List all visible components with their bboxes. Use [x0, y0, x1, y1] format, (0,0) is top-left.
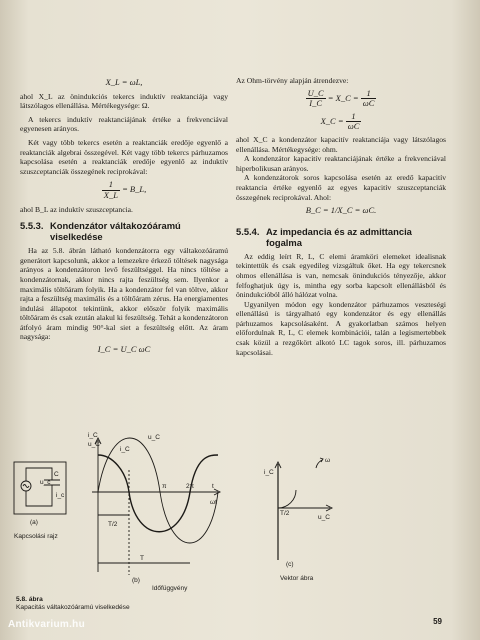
vector-quarter-label: T/2: [280, 510, 290, 517]
paragraph: Ugyanilyen módon egy kondenzátor párhuzamos veszteségi ellenállású is tárgyalható egy kondenzátor és egy ellenállás párhuzamos kapcsolásaként. A gyakorlatban számos helyen előfordulnak R, L, C elemek kombinációi, talán a legismertebbek csak közül a rezgőkört alkotó LC tagok soros, ill. párhuzamos kapcsolásai.: [236, 299, 446, 357]
period-label: T: [140, 555, 144, 562]
uc-axis-label: u_C: [88, 441, 100, 448]
circuit-frame: [14, 462, 66, 514]
fig-a-caption: Kapcsolási rajz: [14, 533, 58, 540]
section-heading: 5.5.3. Kondenzátor váltakozóáramú viselkedése: [20, 220, 181, 243]
voltage-curve: [98, 438, 218, 543]
two-pi-label: 2π: [186, 483, 195, 490]
formula-inductive-reactance: X_L = ωL,: [105, 77, 143, 87]
wt-label: ωt: [210, 499, 217, 506]
ic-label: i_c: [56, 492, 65, 499]
paragraph: Két vagy több tekercs esetén a reaktanciák eredője egyenlő a reaktanciák algebrai összegével. Két vagy több tekercs párhuzamos kapcsolása esetén a reaktanciák eredője egyenlő az induktív szuszceptanciák összegének reciprokával:: [20, 137, 228, 176]
circuit-diagram: [14, 462, 66, 514]
pi-label: π: [162, 483, 167, 490]
left-column: [20, 76, 228, 357]
page-number: 59: [433, 617, 442, 626]
paragraph: Ha az 5.8. ábrán látható kondenzátorra egy váltakozóáramú generátort kapcsolunk, akkor a lemezekre érkező töltések nagysága arányos a kondenzátoron levő feszültséggel. Ha nincs töltése a kondenzátornak, akkor nincs rajta feszültség sem. Ilyenkor a maximális töltőáram folyik. Ha a kondenzátor fel van töltve, akkor rajta a feszültség maximális és a töltőáram zérus. Ha energiamentes indulási állapotot tekintünk, akkor először folyik maximális töltőáram és csak ezután alakul ki feszültség. Tehát a kondenzátoron átfolyó áram mindig 90°-kal siet a feszültség előtt. Az áram nagysága:: [20, 246, 228, 342]
paragraph: ahol X_L az önindukciós tekercs induktív reaktanciája vagy látszólagos ellenállása. Mértékegysége: Ω.: [20, 91, 228, 111]
formula-capacitive-reactance: X_C = $\frac{1}{\omega C}$: [320, 110, 360, 132]
fraction: $\frac{1}{X\_L}$: [103, 179, 118, 200]
fig-c-caption: Vektor ábra: [280, 575, 314, 582]
current-curve: [98, 455, 218, 532]
paragraph: A tekercs induktív reaktanciájának értéke a frekvenciával egyenesen arányos.: [20, 114, 228, 134]
generator-symbol: [21, 481, 31, 491]
capacitor-symbol: [44, 480, 60, 485]
paragraph: ahol B_L az induktív szuszceptancia.: [20, 204, 133, 214]
uc-label: u_c: [40, 479, 51, 486]
formula-current: I_C = U_C ωC: [97, 344, 151, 355]
paragraph: ahol X_C a kondenzátor kapacitív reaktanciája vagy látszólagos ellenállása. Mértékegysége: ohm.: [236, 134, 446, 154]
fig-b-caption: Időfüggvény: [152, 585, 188, 592]
time-diagram-axes: [92, 438, 220, 572]
ic-curve-label: i_C: [120, 446, 130, 453]
formula-inductive-susceptance: $\frac{1}{X\_L}$ = B_L,: [103, 179, 147, 200]
t-label: t: [212, 483, 214, 490]
formula-ohm-capacitor: $\frac{U\_C}{I\_C}$ = X_C = $\frac{1}{\omega C}$: [307, 87, 375, 109]
paragraph: A kondenzátorok soros kapcsolása esetén az eredő kapacitív reaktancia értéke egyenlő az egyes kapacitív szuszceptanciák összegének reciprokával. Ahol:: [236, 173, 446, 202]
figure-number: 5.8. ábra: [16, 596, 43, 603]
fig-c-label: (c): [286, 561, 294, 568]
paragraph: A kondenzátor kapacitív reaktanciájának értéke a frekvenciával hiperbolikusan arányos.: [236, 154, 446, 173]
omega-label: ω: [325, 457, 331, 464]
fig-b-label: (b): [132, 577, 140, 584]
section-heading: 5.5.4. Az impedancia és az admittancia fogalma: [236, 225, 412, 248]
c-label: C: [54, 471, 59, 478]
paragraph: Az Ohm-törvény alapján átrendezve:: [236, 76, 349, 85]
vector-uc-label: u_C: [318, 514, 330, 521]
uc-curve-label: u_C: [148, 434, 160, 441]
figure-title: Kapacitás váltakozóáramú viselkedése: [16, 604, 130, 611]
ic-axis-label: i_C: [88, 432, 98, 439]
watermark: Antikvarium.hu: [8, 619, 85, 630]
figure-caption: [16, 596, 216, 612]
right-column: [236, 76, 446, 357]
formula-capacitive-susceptance: B_C = 1/X_C = ωC.: [305, 205, 377, 216]
vector-ic-label: i_C: [264, 469, 274, 476]
paragraph: Az eddig leírt R, L, C elemi áramköri elemeket idealisnak tekintettük és csak egyedileg vizsgáltuk őket. Ha egy tekercsnek ohmos ellenállása is van, nemcsak önindukciós tényezője, akkor felfoghatjuk úgy is, mintha egy sorba kapcsolt ellenállásból és önindukcióból álló hálózat volna.: [236, 251, 446, 300]
quarter-period-label: T/2: [108, 521, 118, 528]
vector-diagram: [275, 458, 332, 560]
fig-a-label: (a): [30, 519, 38, 526]
